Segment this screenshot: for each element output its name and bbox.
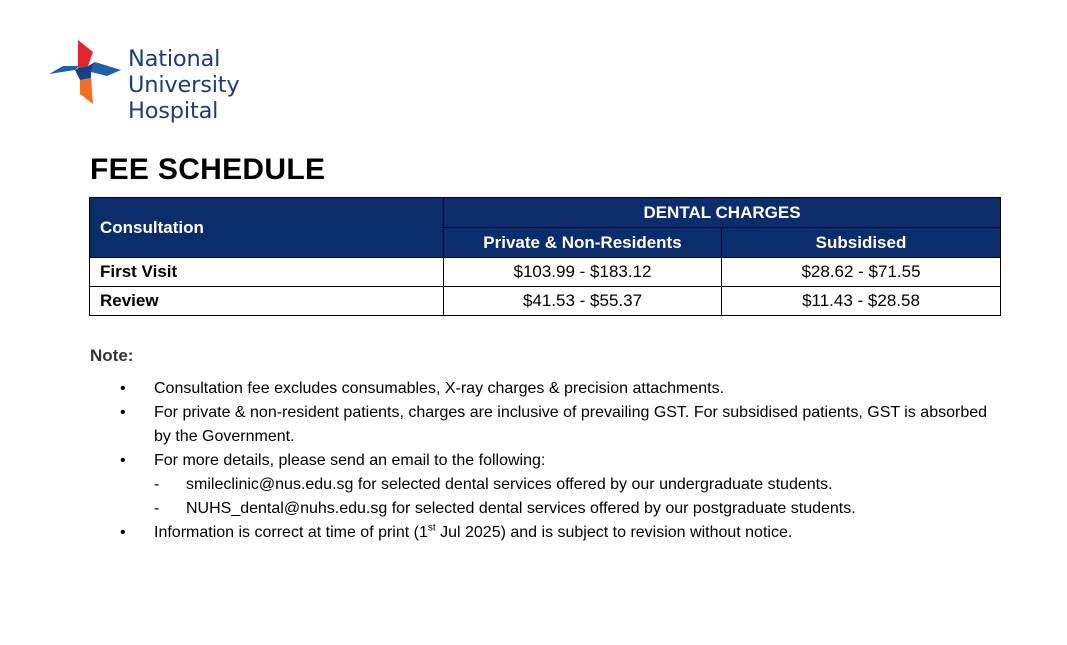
email-item: - smileclinic@nus.edu.sg for selected dental services offered by our undergraduate students. [154, 473, 1000, 497]
note-contact-text: For more details, please send an email to the following: [154, 452, 546, 469]
table-row [90, 287, 1001, 316]
consultation-header: Consultation [90, 198, 444, 258]
logo-line-2: Hospital [128, 98, 219, 124]
subsidised-fee: $28.62 - $71.55 [722, 258, 1001, 287]
note-item-contact [120, 449, 1000, 521]
private-fee: $103.99 - $183.12 [444, 258, 722, 287]
dental-charges-header: DENTAL CHARGES [444, 198, 1001, 228]
hospital-logo [47, 38, 337, 124]
disclaimer-superscript: st [427, 522, 436, 534]
fee-table [89, 197, 1001, 316]
email-item: - NUHS_dental@nuhs.edu.sg for selected dental services offered by our postgraduate students. [154, 497, 1000, 521]
private-fee: $41.53 - $55.37 [444, 287, 722, 316]
table-row [90, 258, 1001, 287]
private-column-header: Private & Non-Residents [444, 228, 722, 258]
subsidised-column-header: Subsidised [722, 228, 1001, 258]
notes-list [120, 377, 1000, 545]
note-item: • For private & non-resident patients, charges are inclusive of prevailing GST. For subsidised patients, GST is absorbed by the Government. [120, 401, 1000, 449]
note-item: • Consultation fee excludes consumables, X-ray charges & precision attachments. [120, 377, 1000, 401]
subsidised-fee: $11.43 - $28.58 [722, 287, 1001, 316]
table-header-row [90, 198, 1001, 228]
note-item-disclaimer [120, 521, 1000, 545]
disclaimer-prefix: Information is correct at time of print (1 [154, 524, 428, 541]
row-label: First Visit [90, 258, 444, 287]
notes-title: Note: [90, 346, 134, 365]
disclaimer-suffix: Jul 2025) and is subject to revision without notice. [435, 524, 793, 541]
logo-line-1: National University [128, 46, 240, 98]
page-title: FEE SCHEDULE [90, 153, 326, 186]
row-label: Review [90, 287, 444, 316]
logo-wordmark [128, 46, 337, 124]
email-list [154, 473, 1000, 521]
logo-star-icon [47, 38, 123, 108]
